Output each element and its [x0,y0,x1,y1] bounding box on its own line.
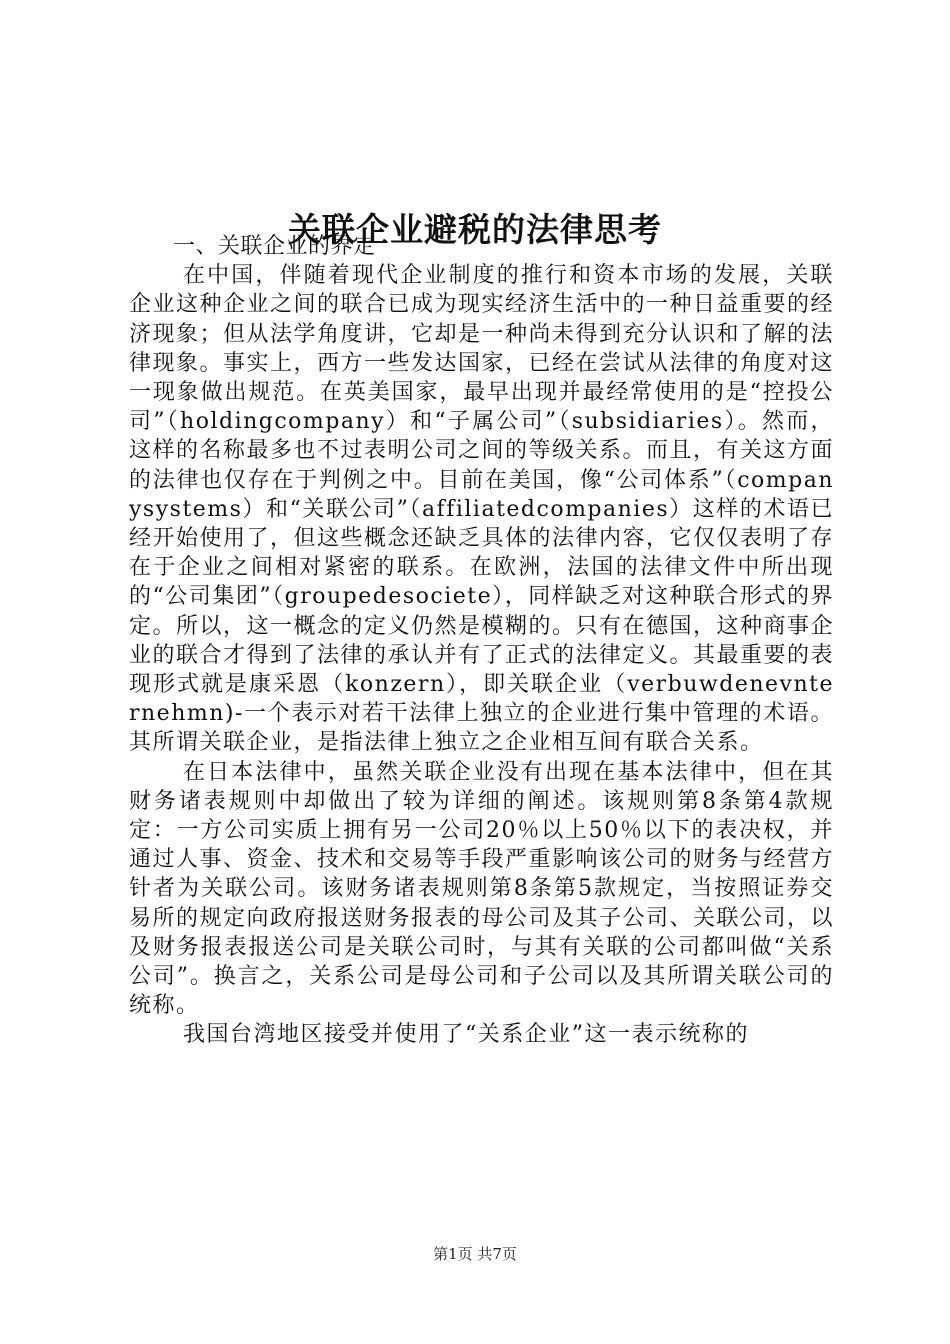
paragraph-china: 在中国，伴随着现代企业制度的推行和资本市场的发展，关联企业这种企业之间的联合已成为现实经济生活中的一种日益重要的经济现象；但从法学角度讲，它却是一种尚未得到充分认识和了解的法律现象。事实上，西方一些发达国家，已经在尝试从法律的角度对这一现象做出规范。在英美国家，最早出现并最经常使用的是“控投公司”（holdingcompany）和“子属公司”（subsidiaries）。然而，这样的名称最多也不过表明公司之间的等级关系。而且，有关这方面的法律也仅存在于判例之中。目前在美国，像“公司体系”（companysystems）和“关联公司”（affiliatedcompanies）这样的术语已经开始使用了，但这些概念还缺乏具体的法律内容，它仅仅表明了存在于企业之间相对紧密的联系。在欧洲，法国的法律文件中所出现的“公司集团”（groupedesociete），同样缺乏对这种联合形式的界定。所以，这一概念的定义仍然是模糊的。只有在德国，这种商事企业的联合才得到了法律的承认并有了正式的法律定义。其最重要的表现形式就是康采恩（konzern），即关联企业（verbuwdenevnternehmn)-一个表示对若干法律上独立的企业进行集中管理的术语。其所谓关联企业，是指法律上独立之企业相互间有联合关系。 [129,263,835,756]
paragraph-japan: 在日本法律中，虽然关联企业没有出现在基本法律中，但在其财务诸表规则中却做出了较为详细的阐述。该规则第8条第4款规定：一方公司实质上拥有另一公司20％以上50％以下的表决权，并通过人事、资金、技术和交易等手段严重影响该公司的财务与经营方针者为关联公司。该财务诸表规则第8条第5款规定，当按照证券交易所的规定向政府报送财务报表的母公司及其子公司、关联公司，以及财务报表报送公司是关联公司时，与其有关联的公司都叫做“关系公司”。换言之，关系公司是母公司和子公司以及其所谓关联公司的统称。 [129,759,835,1019]
page-footer: 第1页 共7页 [433,1245,517,1263]
document-body [129,232,834,1050]
section-heading: 一、关联企业的界定 [173,234,376,259]
paragraph-taiwan: 我国台湾地区接受并使用了“关系企业”这一表示统称的 [183,1022,749,1048]
document-title: 关联企业避税的法律思考 [288,210,662,250]
